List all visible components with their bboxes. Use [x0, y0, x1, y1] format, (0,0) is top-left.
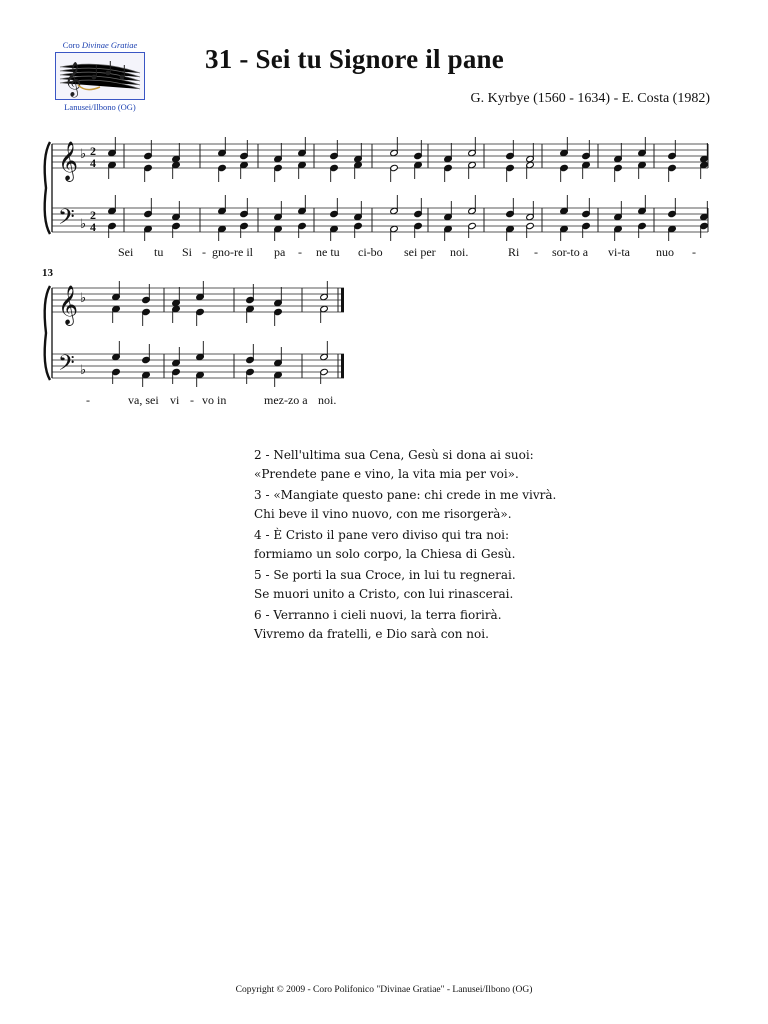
verse-stanza — [254, 566, 556, 604]
measure-number: 13 — [42, 267, 53, 279]
lyric-syllable: noi. — [450, 245, 469, 259]
verse-line: 3 - «Mangiate questo pane: chi crede in me vivrà. — [254, 488, 557, 502]
verse-line: 6 - Verranno i cieli nuovi, la terra fiorirà. — [254, 608, 502, 622]
lyric-syllable: - — [86, 393, 90, 407]
verse-line: Chi beve il vino nuovo, con me risorgerà». — [254, 507, 512, 521]
final-barline — [341, 354, 344, 378]
lyric-syllable: ne tu — [316, 245, 340, 259]
lyric-syllable: - — [534, 245, 538, 259]
svg-text:𝄞: 𝄞 — [64, 62, 82, 97]
final-barline — [341, 288, 344, 312]
lyric-syllable: - — [190, 393, 194, 407]
lyric-syllable: vi — [170, 393, 180, 407]
lyric-syllable: tu — [154, 245, 164, 259]
page-title: 31 - Sei tu Signore il pane — [205, 44, 504, 74]
verse-line: Vivremo da fratelli, e Dio sarà con noi. — [254, 627, 489, 641]
bass-clef-icon: 𝄢 — [58, 351, 75, 381]
time-signature: 4 — [90, 156, 96, 170]
composer-credit: G. Kyrbye (1560 - 1634) - E. Costa (1982) — [470, 91, 710, 106]
lyric-syllable: Sei — [118, 245, 134, 259]
logo-top-label: Coro Divinae Gratiae — [62, 40, 138, 50]
lyric-syllable: va, sei — [128, 393, 159, 407]
score-system-2 — [40, 262, 360, 417]
lyric-syllable: pa — [274, 245, 286, 259]
verse-stanza — [254, 486, 556, 524]
verse-line: 4 - È Cristo il pane vero diviso qui tra noi: — [254, 528, 510, 542]
flat-icon: ♭ — [80, 363, 87, 378]
flat-icon: ♭ — [80, 291, 87, 306]
lyric-syllable: mez-zo a — [264, 393, 308, 407]
brace — [45, 142, 50, 234]
choir-logo — [52, 40, 148, 112]
lyric-syllable: noi. — [318, 393, 337, 407]
lyric-syllable: - — [202, 245, 206, 259]
score-system-1 — [40, 128, 720, 268]
lyric-syllable: nuo — [656, 245, 674, 259]
logo-bottom-label: Lanusei/Ilbono (OG) — [64, 102, 136, 112]
time-signature: 2 — [90, 144, 96, 158]
verses-block — [254, 446, 556, 646]
treble-clef-icon: 𝄞 — [58, 141, 79, 181]
verse-stanza — [254, 446, 556, 484]
verse-line: 2 - Nell'ultima sua Cena, Gesù si dona ai suoi: — [254, 448, 534, 462]
verse-stanza — [254, 606, 556, 644]
lyric-syllable: Ri — [508, 245, 520, 259]
verse-line: «Prendete pane e vino, la vita mia per voi». — [254, 467, 519, 481]
lyric-syllable: Si — [182, 245, 193, 259]
lyric-syllable: vi-ta — [608, 245, 630, 259]
lyric-syllable: - — [692, 245, 696, 259]
lyric-syllable: ci-bo — [358, 245, 383, 259]
flat-icon: ♭ — [80, 147, 87, 162]
verse-line: formiamo un solo corpo, la Chiesa di Gesù. — [254, 547, 516, 561]
time-signature: 4 — [90, 220, 96, 234]
treble-clef-icon: 𝄞 — [58, 285, 79, 325]
verse-stanza — [254, 526, 556, 564]
verse-line: Se muori unito a Cristo, con lui rinascerai. — [254, 587, 514, 601]
verse-line: 5 - Se porti la sua Croce, in lui tu regnerai. — [254, 568, 516, 582]
time-signature: 2 — [90, 208, 96, 222]
lyric-syllable: gno-re il — [212, 245, 253, 259]
lyric-syllable: vo in — [202, 393, 227, 407]
bass-clef-icon: 𝄢 — [58, 205, 75, 235]
lyric-syllable: sei per — [404, 245, 436, 259]
flat-icon: ♭ — [80, 217, 87, 232]
lyric-syllable: - — [298, 245, 302, 259]
lyric-syllable: sor-to a — [552, 245, 589, 259]
logo-music-icon — [55, 52, 145, 100]
copyright-footer: Copyright © 2009 - Coro Polifonico "Divinae Gratiae" - Lanusei/Ilbono (OG) — [235, 985, 533, 995]
brace — [45, 286, 50, 380]
